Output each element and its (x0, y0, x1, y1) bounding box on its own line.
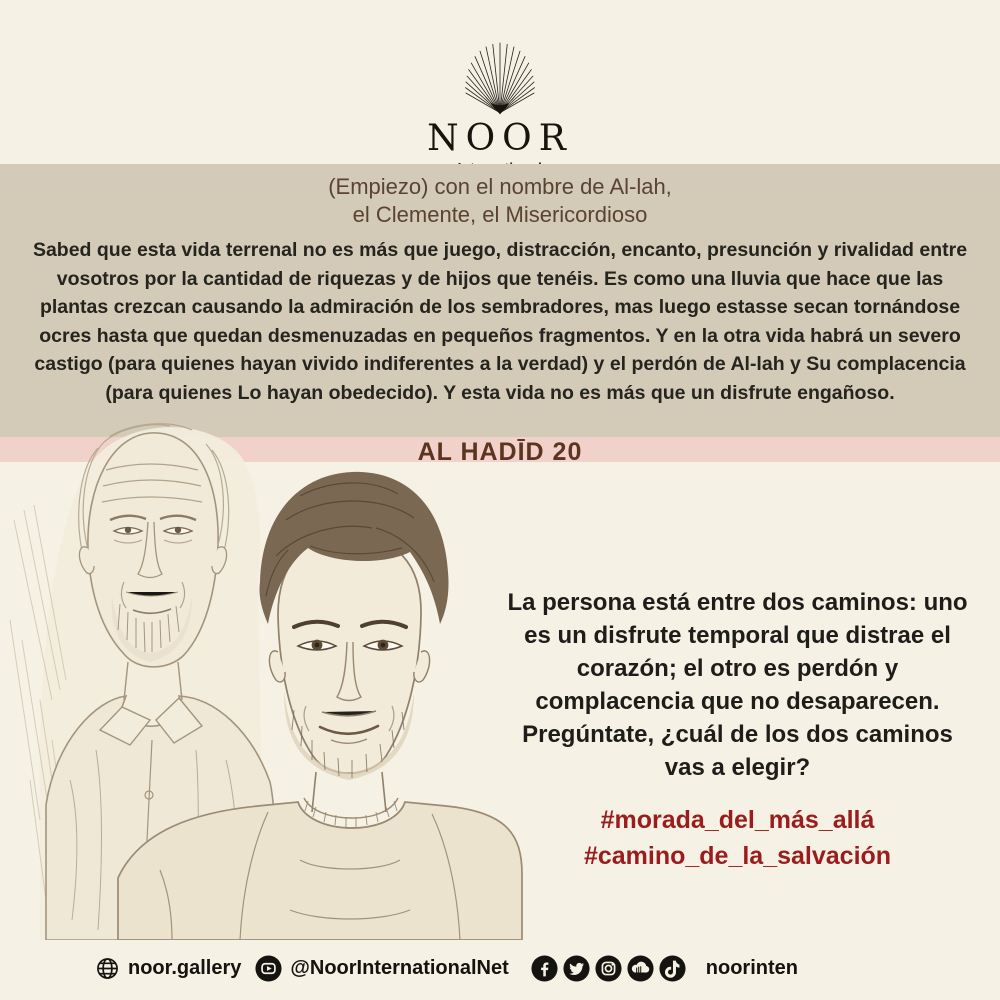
verse-band (0, 164, 1000, 437)
bismillah-line-1: (Empiezo) con el nombre de Al-lah, (328, 174, 672, 199)
logo-name: NOOR (427, 118, 573, 159)
globe-icon (95, 956, 120, 981)
hashtags (505, 802, 970, 874)
facebook-icon (531, 955, 558, 982)
social-handle-label: noorinten (705, 956, 798, 979)
two-men-sketch-illustration (0, 400, 525, 940)
social-icons (531, 955, 686, 982)
soundcloud-icon (627, 955, 654, 982)
verse-text: Sabed que esta vida terrenal no es más que juego, distracción, encanto, presunción y rivalidad entre vosotros por la cantidad de riquezas y de hijos que tenéis. Es como una lluvia que hace que las plantas crezcan causando la admiración de los sembradores, mas luego estasse secan tornándose ocres hasta que quedan desmenuzadas en pequeños fragmentos. Y en la otra vida habrá un severo castigo (para quienes hayan vivido indiferentes a la verdad) y el perdón de Al-lah y Su complacencia (para quienes Lo hayan obedecido). Y esta vida no es más que un disfrute engañoso. (32, 239, 968, 404)
twitter-icon (563, 955, 590, 982)
surah-reference: AL HADĪD 20 (417, 438, 583, 466)
reflection-text: La persona está entre dos caminos: uno es un disfrute temporal que distrae el corazón; el otro es perdón y complacencia que no desaparecen. Pregúntate, ¿cuál de los dos caminos vas a elegir? (507, 589, 968, 781)
instagram-icon (595, 955, 622, 982)
footer-youtube (255, 955, 508, 982)
footer (95, 950, 1000, 986)
tiktok-icon (659, 955, 686, 982)
logo (0, 34, 1000, 175)
book-fan-rays-icon (450, 34, 550, 116)
website-label: noor.gallery (128, 956, 242, 979)
youtube-icon (255, 955, 282, 982)
bismillah-line-2: el Clemente, el Misericordioso (352, 202, 648, 227)
hashtag-2: #camino_de_la_salvación (583, 842, 892, 870)
youtube-handle-label: @NoorInternationalNet (290, 956, 509, 979)
hashtag-1: #morada_del_más_allá (600, 806, 875, 834)
bismillah-text (0, 173, 1000, 229)
footer-website (95, 956, 241, 981)
